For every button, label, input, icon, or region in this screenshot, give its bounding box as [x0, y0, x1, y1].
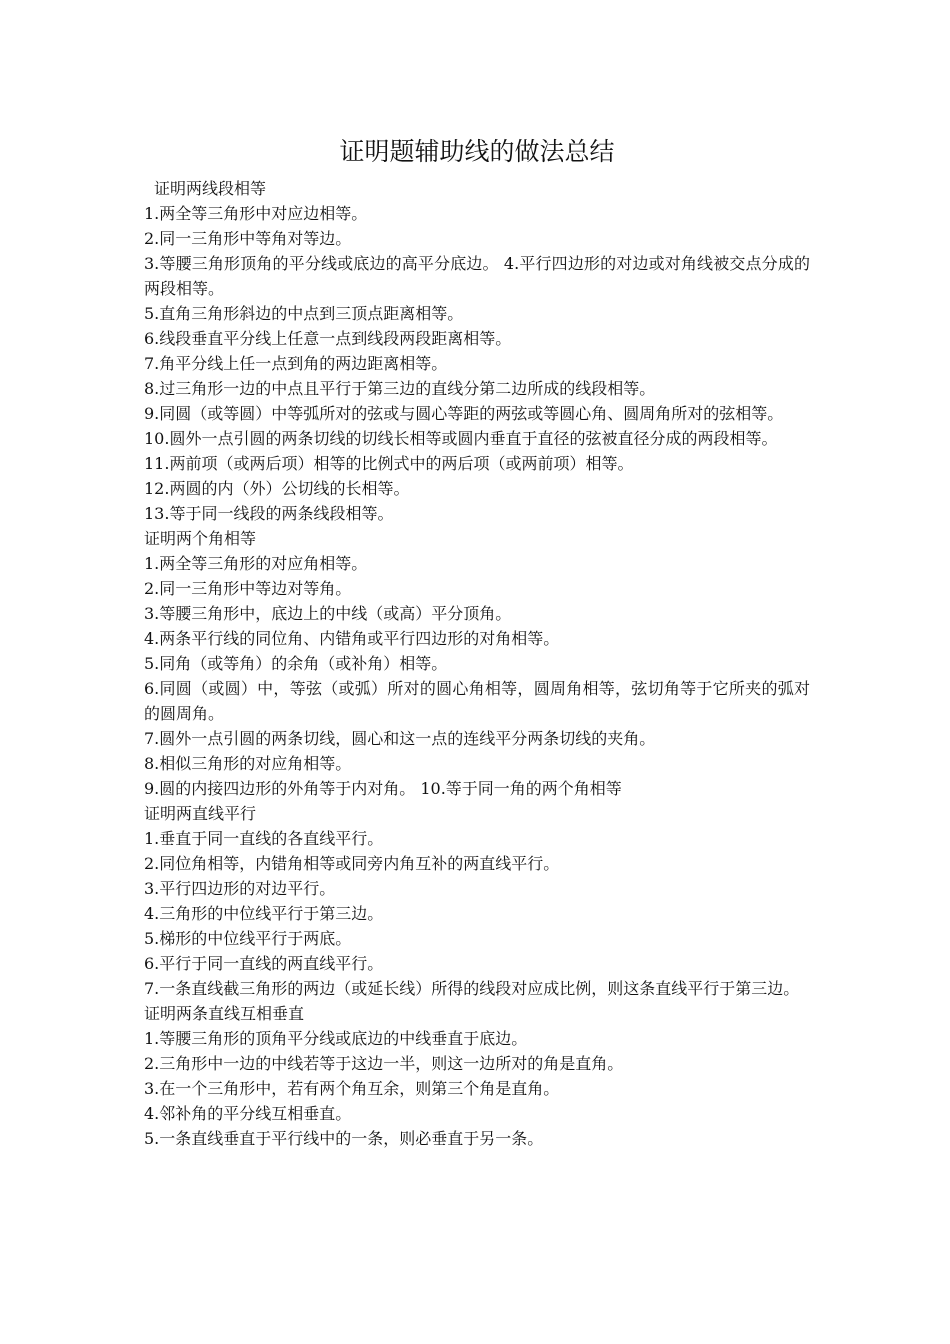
list-item: 2.同一三角形中等角对等边。 [144, 229, 352, 248]
list-item: 3.平行四边形的对边平行。 [144, 879, 336, 898]
list-item: 1.两全等三角形的对应角相等。 [144, 554, 368, 573]
list-item: 9.同圆（或等圆）中等弧所对的弦或与圆心等距的两弦或等圆心角、圆周角所对的弦相等。 [144, 404, 784, 423]
list-item: 4.三角形的中位线平行于第三边。 [144, 904, 384, 923]
list-item: 6.平行于同一直线的两直线平行。 [144, 954, 384, 973]
list-item: 1.等腰三角形的顶角平分线或底边的中线垂直于底边。 [144, 1029, 528, 1048]
list-item: 8.过三角形一边的中点且平行于第三边的直线分第二边所成的线段相等。 [144, 379, 656, 398]
section [144, 1001, 810, 1151]
list-item: 11.两前项（或两后项）相等的比例式中的两后项（或两前项）相等。 [144, 454, 634, 473]
list-item: 9.圆的内接四边形的外角等于内对角。 10.等于同一角的两个角相等 [144, 779, 622, 798]
list-item: 4.两条平行线的同位角、内错角或平行四边形的对角相等。 [144, 629, 560, 648]
section-heading: 证明两线段相等 [154, 179, 267, 198]
list-item: 7.一条直线截三角形的两边（或延长线）所得的线段对应成比例，则这条直线平行于第三边。 [144, 979, 800, 998]
document-title: 证明题辅助线的做法总结 [339, 137, 615, 166]
list-item: 6.同圆（或圆）中，等弦（或弧）所对的圆心角相等，圆周角相等，弦切角等于它所夹的弧对的圆周角。 [144, 679, 810, 723]
list-item: 7.圆外一点引圆的两条切线，圆心和这一点的连线平分两条切线的夹角。 [144, 729, 656, 748]
list-item: 2.三角形中一边的中线若等于这边一半，则这一边所对的角是直角。 [144, 1054, 624, 1073]
section [144, 801, 810, 1001]
section [144, 526, 810, 801]
section-heading: 证明两直线平行 [144, 804, 257, 823]
list-item: 2.同一三角形中等边对等角。 [144, 579, 352, 598]
list-item: 1.垂直于同一直线的各直线平行。 [144, 829, 384, 848]
list-item: 3.在一个三角形中，若有两个角互余，则第三个角是直角。 [144, 1079, 560, 1098]
list-item: 6.线段垂直平分线上任意一点到线段两段距离相等。 [144, 329, 512, 348]
list-item: 5.一条直线垂直于平行线中的一条，则必垂直于另一条。 [144, 1129, 544, 1148]
list-item: 1.两全等三角形中对应边相等。 [144, 204, 368, 223]
list-item: 4.邻补角的平分线互相垂直。 [144, 1104, 352, 1123]
list-item: 3.等腰三角形中，底边上的中线（或高）平分顶角。 [144, 604, 512, 623]
list-item: 3.等腰三角形顶角的平分线或底边的高平分底边。 4.平行四边形的对边或对角线被交点分成的两段相等。 [144, 254, 810, 298]
document-body [144, 176, 810, 1151]
list-item: 5.直角三角形斜边的中点到三顶点距离相等。 [144, 304, 464, 323]
list-item: 2.同位角相等，内错角相等或同旁内角互补的两直线平行。 [144, 854, 560, 873]
list-item: 10.圆外一点引圆的两条切线的切线长相等或圆内垂直于直径的弦被直径分成的两段相等。 [144, 429, 778, 448]
list-item: 7.角平分线上任一点到角的两边距离相等。 [144, 354, 448, 373]
list-item: 8.相似三角形的对应角相等。 [144, 754, 352, 773]
section-heading: 证明两条直线互相垂直 [144, 1004, 305, 1023]
section-heading: 证明两个角相等 [144, 529, 257, 548]
list-item: 12.两圆的内（外）公切线的长相等。 [144, 479, 410, 498]
section [144, 176, 810, 526]
list-item: 5.同角（或等角）的余角（或补角）相等。 [144, 654, 448, 673]
list-item: 5.梯形的中位线平行于两底。 [144, 929, 352, 948]
list-item: 13.等于同一线段的两条线段相等。 [144, 504, 394, 523]
